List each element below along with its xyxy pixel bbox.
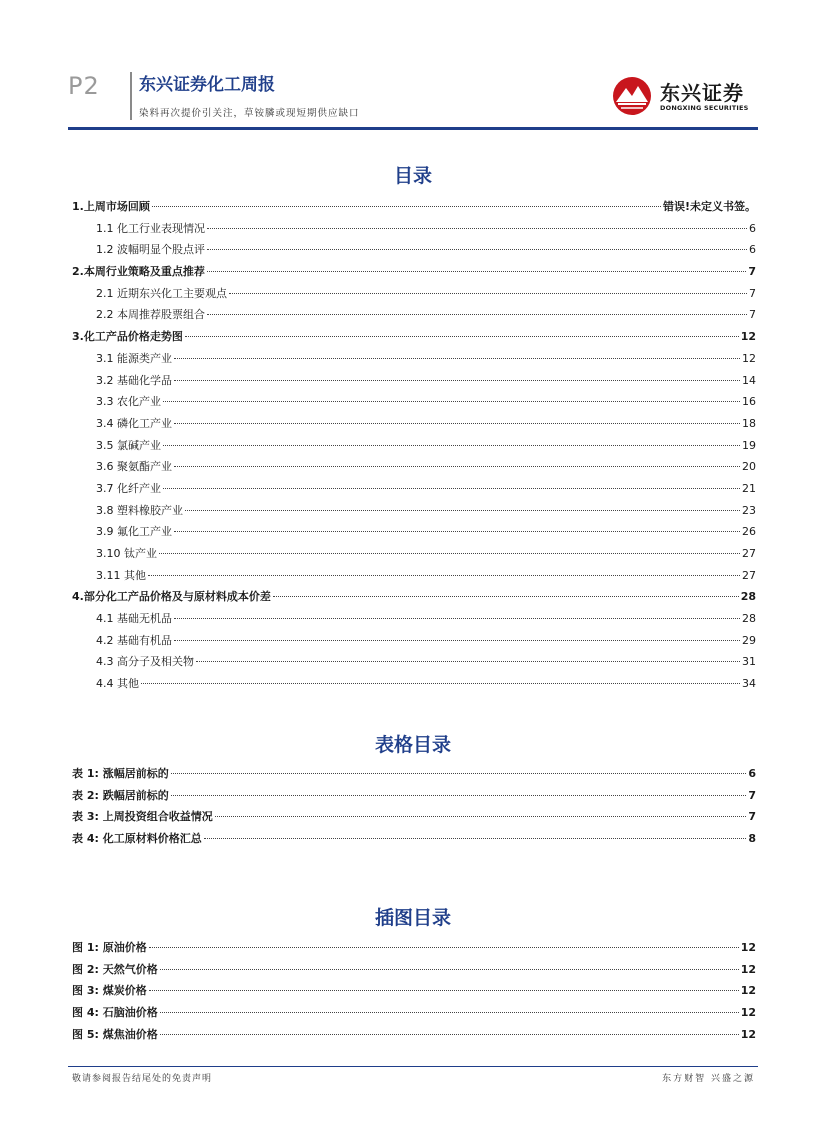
toc-dot-leader — [207, 249, 747, 250]
toc-entry[interactable] — [72, 500, 756, 522]
toc-dot-leader — [174, 380, 740, 381]
toc-entry-label: 4.部分化工产品价格及与原材料成本价差 — [72, 590, 271, 604]
toc-dot-leader — [273, 596, 739, 597]
toc-entry-page: 7 — [749, 286, 756, 300]
toc-entry-label: 1.1 化工行业表现情况 — [96, 221, 205, 235]
toc-entry-label: 2.1 近期东兴化工主要观点 — [96, 286, 227, 300]
toc-dot-leader — [204, 838, 747, 839]
toc-entry-label: 表 3: 上周投资组合收益情况 — [72, 810, 213, 824]
header-divider — [130, 72, 132, 120]
toc-entry[interactable] — [72, 391, 756, 413]
toc-entry[interactable] — [72, 959, 756, 981]
toc-entry[interactable] — [72, 413, 756, 435]
toc-entry-label: 1.2 波幅明显个股点评 — [96, 243, 205, 257]
toc-entry[interactable] — [72, 304, 756, 326]
toc-entry-label: 4.3 高分子及相关物 — [96, 655, 194, 669]
toc-entry-page: 18 — [742, 416, 756, 430]
toc-entry-label: 2.本周行业策略及重点推荐 — [72, 265, 205, 279]
toc-entry[interactable] — [72, 608, 756, 630]
toc-entry-label: 3.9 氟化工产业 — [96, 525, 172, 539]
toc-dot-leader — [160, 969, 739, 970]
toc-entry-label: 表 4: 化工原材料价格汇总 — [72, 832, 202, 846]
toc-entry-page: 27 — [742, 568, 756, 582]
toc-dot-leader — [152, 206, 661, 207]
toc-dot-leader — [174, 423, 740, 424]
figures-toc-heading: 插图目录 — [374, 907, 451, 929]
toc-entry-page: 12 — [740, 984, 756, 998]
toc-entry-label: 表 2: 跌幅居前标的 — [72, 788, 169, 802]
toc-entry[interactable] — [72, 196, 756, 218]
toc-entry-page: 31 — [742, 655, 756, 669]
toc-entry-page: 错误!未定义书签。 — [662, 200, 756, 213]
toc-dot-leader — [174, 618, 740, 619]
toc-entry-label: 3.1 能源类产业 — [96, 351, 172, 365]
report-subtitle: 染料再次提价引关注，草铵膦或现短期供应缺口 — [139, 108, 360, 119]
toc-entry[interactable] — [72, 630, 756, 652]
toc-entry-label: 3.11 其他 — [96, 568, 146, 582]
toc-entry[interactable] — [72, 828, 756, 850]
footer-slogan: 东方财智 兴盛之源 — [662, 1074, 755, 1084]
toc-entry-page: 27 — [742, 547, 756, 560]
toc-entry-label: 图 5: 煤焦油价格 — [72, 1027, 158, 1041]
toc-entry[interactable] — [72, 785, 756, 807]
toc-entry-page: 28 — [740, 590, 756, 604]
toc-entry-page: 7 — [748, 810, 756, 824]
toc-entry-label: 4.2 基础有机品 — [96, 633, 172, 647]
toc-entry[interactable] — [72, 543, 756, 565]
logo-mark-icon — [612, 74, 656, 118]
toc-entry[interactable] — [72, 651, 756, 673]
toc-entry[interactable] — [72, 565, 756, 587]
toc-dot-leader — [174, 466, 740, 467]
figures-toc-list — [72, 937, 756, 1045]
toc-dot-leader — [174, 640, 740, 641]
logo-name: 东兴证券 — [660, 81, 744, 105]
company-logo — [612, 74, 752, 118]
toc-entry-label: 3.5 氯碱产业 — [96, 438, 161, 452]
toc-entry-page: 12 — [740, 941, 756, 954]
toc-entry-page: 7 — [749, 308, 756, 322]
toc-entry-page: 16 — [742, 395, 756, 409]
toc-entry-label: 3.4 磷化工产业 — [96, 416, 172, 430]
toc-entry-page: 7 — [748, 788, 756, 802]
toc-dot-leader — [148, 575, 740, 576]
toc-dot-leader — [159, 553, 740, 554]
toc-entry-label: 2.2 本周推荐股票组合 — [96, 308, 205, 322]
toc-entry-page: 19 — [742, 438, 756, 452]
toc-dot-leader — [171, 795, 747, 796]
toc-entry-label: 3.3 农化产业 — [96, 395, 161, 409]
toc-entry-page: 12 — [740, 1006, 756, 1020]
toc-list — [72, 196, 756, 695]
toc-entry[interactable] — [72, 806, 756, 828]
logo-name-en: DONGXING SECURITIES — [660, 104, 749, 112]
toc-dot-leader — [207, 314, 747, 315]
toc-entry-label: 4.4 其他 — [96, 677, 139, 691]
toc-entry-label: 3.2 基础化学品 — [96, 373, 172, 387]
toc-entry[interactable] — [72, 521, 756, 543]
toc-entry-label: 3.6 聚氨酯产业 — [96, 460, 172, 474]
toc-entry-label: 1.上周市场回顾 — [72, 200, 150, 213]
toc-entry-page: 12 — [740, 330, 756, 344]
toc-dot-leader — [207, 271, 747, 272]
toc-dot-leader — [141, 683, 740, 684]
toc-dot-leader — [185, 336, 739, 337]
toc-entry-page: 14 — [742, 373, 756, 387]
toc-entry-label: 图 4: 石脑油价格 — [72, 1006, 158, 1020]
toc-entry-label: 3.化工产品价格走势图 — [72, 330, 183, 344]
toc-entry[interactable] — [72, 1024, 756, 1046]
toc-dot-leader — [149, 990, 739, 991]
toc-entry[interactable] — [72, 456, 756, 478]
footer-disclaimer: 敬请参阅报告结尾处的免责声明 — [72, 1074, 213, 1084]
toc-entry-label: 4.1 基础无机品 — [96, 612, 172, 626]
toc-entry[interactable] — [72, 478, 756, 500]
toc-entry[interactable] — [72, 218, 756, 240]
toc-dot-leader — [163, 445, 740, 446]
toc-entry[interactable] — [72, 763, 756, 785]
toc-entry[interactable] — [72, 980, 756, 1002]
tables-toc-list — [72, 763, 756, 850]
toc-dot-leader — [163, 488, 740, 489]
toc-entry[interactable] — [72, 370, 756, 392]
toc-entry-label: 图 1: 原油价格 — [72, 941, 147, 954]
toc-dot-leader — [196, 661, 740, 662]
toc-entry-label: 3.7 化纤产业 — [96, 481, 161, 495]
toc-entry[interactable] — [72, 326, 756, 348]
toc-entry[interactable] — [72, 261, 756, 283]
toc-dot-leader — [171, 773, 747, 774]
report-title: 东兴证券化工周报 — [139, 75, 275, 95]
toc-entry-page: 12 — [740, 1027, 756, 1041]
toc-entry-page: 6 — [749, 243, 756, 257]
toc-entry-label: 3.8 塑料橡胶产业 — [96, 503, 183, 517]
page-number: P2 — [68, 72, 100, 100]
toc-entry[interactable] — [72, 1002, 756, 1024]
toc-dot-leader — [174, 531, 740, 532]
toc-entry-label: 图 2: 天然气价格 — [72, 962, 158, 976]
toc-entry[interactable] — [72, 937, 756, 959]
toc-entry-page: 7 — [748, 265, 756, 279]
toc-dot-leader — [163, 401, 740, 402]
toc-entry[interactable] — [72, 673, 756, 695]
toc-entry-page: 8 — [748, 832, 756, 846]
toc-entry[interactable] — [72, 348, 756, 370]
toc-dot-leader — [160, 1034, 739, 1035]
toc-entry-page: 20 — [742, 460, 756, 474]
toc-entry-page: 21 — [742, 481, 756, 495]
toc-entry-page: 12 — [740, 962, 756, 976]
toc-entry[interactable] — [72, 283, 756, 305]
toc-dot-leader — [185, 510, 740, 511]
tables-toc-heading: 表格目录 — [374, 734, 451, 756]
toc-dot-leader — [215, 816, 747, 817]
toc-entry-page: 28 — [742, 612, 756, 626]
toc-entry[interactable] — [72, 435, 756, 457]
toc-entry-label: 图 3: 煤炭价格 — [72, 984, 147, 998]
toc-entry[interactable] — [72, 239, 756, 261]
toc-entry-page: 12 — [742, 351, 756, 365]
toc-dot-leader — [160, 1012, 739, 1013]
footer-rule — [68, 1066, 758, 1067]
toc-entry-page: 23 — [742, 503, 756, 517]
toc-heading: 目录 — [393, 165, 432, 187]
toc-dot-leader — [149, 947, 739, 948]
toc-entry-label: 表 1: 涨幅居前标的 — [72, 767, 169, 780]
toc-entry-page: 6 — [749, 221, 756, 235]
toc-dot-leader — [174, 358, 740, 359]
toc-entry-page: 29 — [742, 633, 756, 647]
toc-dot-leader — [229, 293, 747, 294]
toc-dot-leader — [207, 228, 747, 229]
toc-entry-page: 34 — [742, 677, 756, 691]
toc-entry-page: 6 — [748, 767, 756, 780]
toc-entry[interactable] — [72, 586, 756, 608]
toc-entry-page: 26 — [742, 525, 756, 539]
header-rule — [68, 127, 758, 130]
toc-entry-label: 3.10 钛产业 — [96, 547, 157, 560]
